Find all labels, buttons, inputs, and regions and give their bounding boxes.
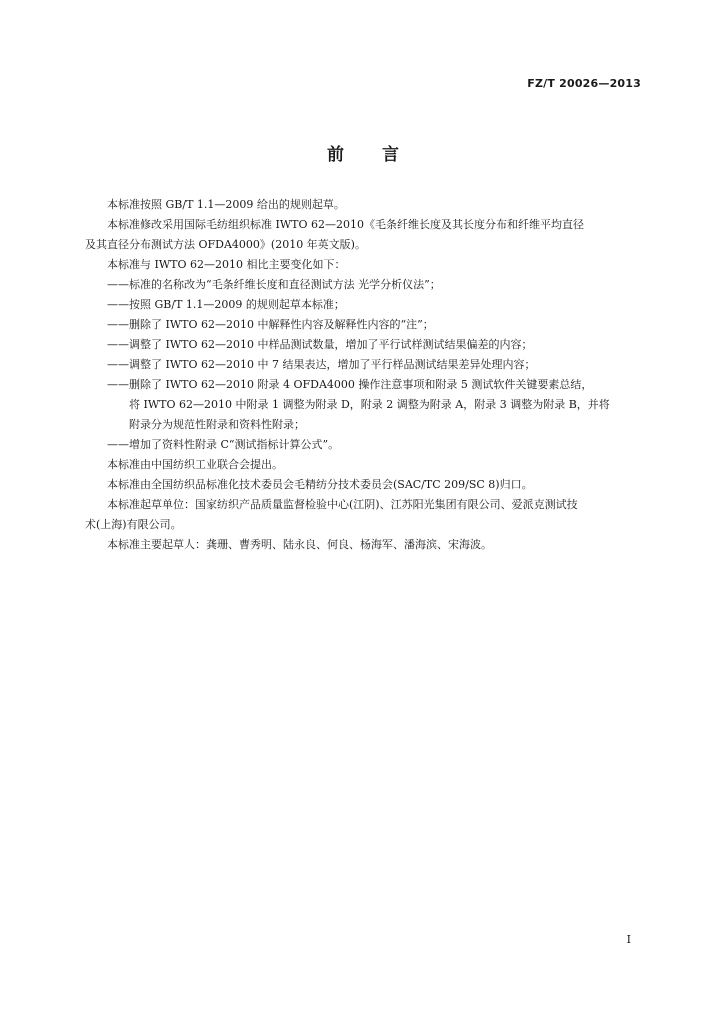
paragraph-drafters: 本标准主要起草人：龚珊、曹秀明、陆永良、何良、杨海军、潘海滨、宋海波。 — [107, 538, 492, 551]
page-title: 前言 — [327, 145, 437, 165]
document-code: FZ/T 20026—2013 — [527, 77, 641, 90]
paragraph-changes-intro: 本标准与 IWTO 62—2010 相比主要变化如下： — [107, 258, 346, 271]
list-item: ——按照 GB/T 1.1—2009 的规则起草本标准； — [107, 298, 345, 311]
paragraph-drafting-rules: 本标准按照 GB/T 1.1—2009 给出的规则起草。 — [107, 198, 345, 211]
list-item: ——删除了 IWTO 62—2010 附录 4 OFDA4000 操作注意事项和附录 5 测试软件关键要素总结， — [107, 378, 593, 391]
list-item: ——删除了 IWTO 62—2010 中解释性内容及解释性内容的“注”； — [107, 318, 434, 331]
paragraph-drafting-units: 本标准起草单位：国家纺织产品质量监督检验中心(江阴)、江苏阳光集团有限公司、爱派克测试技 — [107, 498, 578, 511]
list-item: ——调整了 IWTO 62—2010 中 7 结果表达，增加了平行样品测试结果差异处理内容； — [107, 358, 536, 371]
list-item: ——调整了 IWTO 62—2010 中样品测试数量，增加了平行试样测试结果偏差的内容； — [107, 338, 533, 351]
list-item-continued: 附录分为规范性附录和资料性附录； — [129, 418, 305, 431]
list-item-continued: 将 IWTO 62—2010 中附录 1 调整为附录 D，附录 2 调整为附录 A，附录 3 调整为附录 B，并将 — [129, 398, 610, 411]
paragraph-drafting-units-continued: 术(上海)有限公司。 — [85, 518, 182, 531]
document-body — [85, 195, 643, 555]
paragraph-committee: 本标准由全国纺织品标准化技术委员会毛精纺分技术委员会(SAC/TC 209/SC 8)归口。 — [107, 478, 533, 491]
list-item: ——增加了资料性附录 C“测试指标计算公式”。 — [107, 438, 340, 451]
paragraph-adoption: 本标准修改采用国际毛纺组织标准 IWTO 62—2010《毛条纤维长度及其长度分布和纤维平均直径 — [107, 218, 584, 231]
paragraph-proposer: 本标准由中国纺织工业联合会提出。 — [107, 458, 283, 471]
paragraph-adoption-continued: 及其直径分布测试方法 OFDA4000》(2010 年英文版)。 — [85, 238, 366, 251]
page-number: I — [626, 933, 631, 946]
list-item: ——标准的名称改为“毛条纤维长度和直径测试方法 光学分析仪法”； — [107, 278, 441, 291]
